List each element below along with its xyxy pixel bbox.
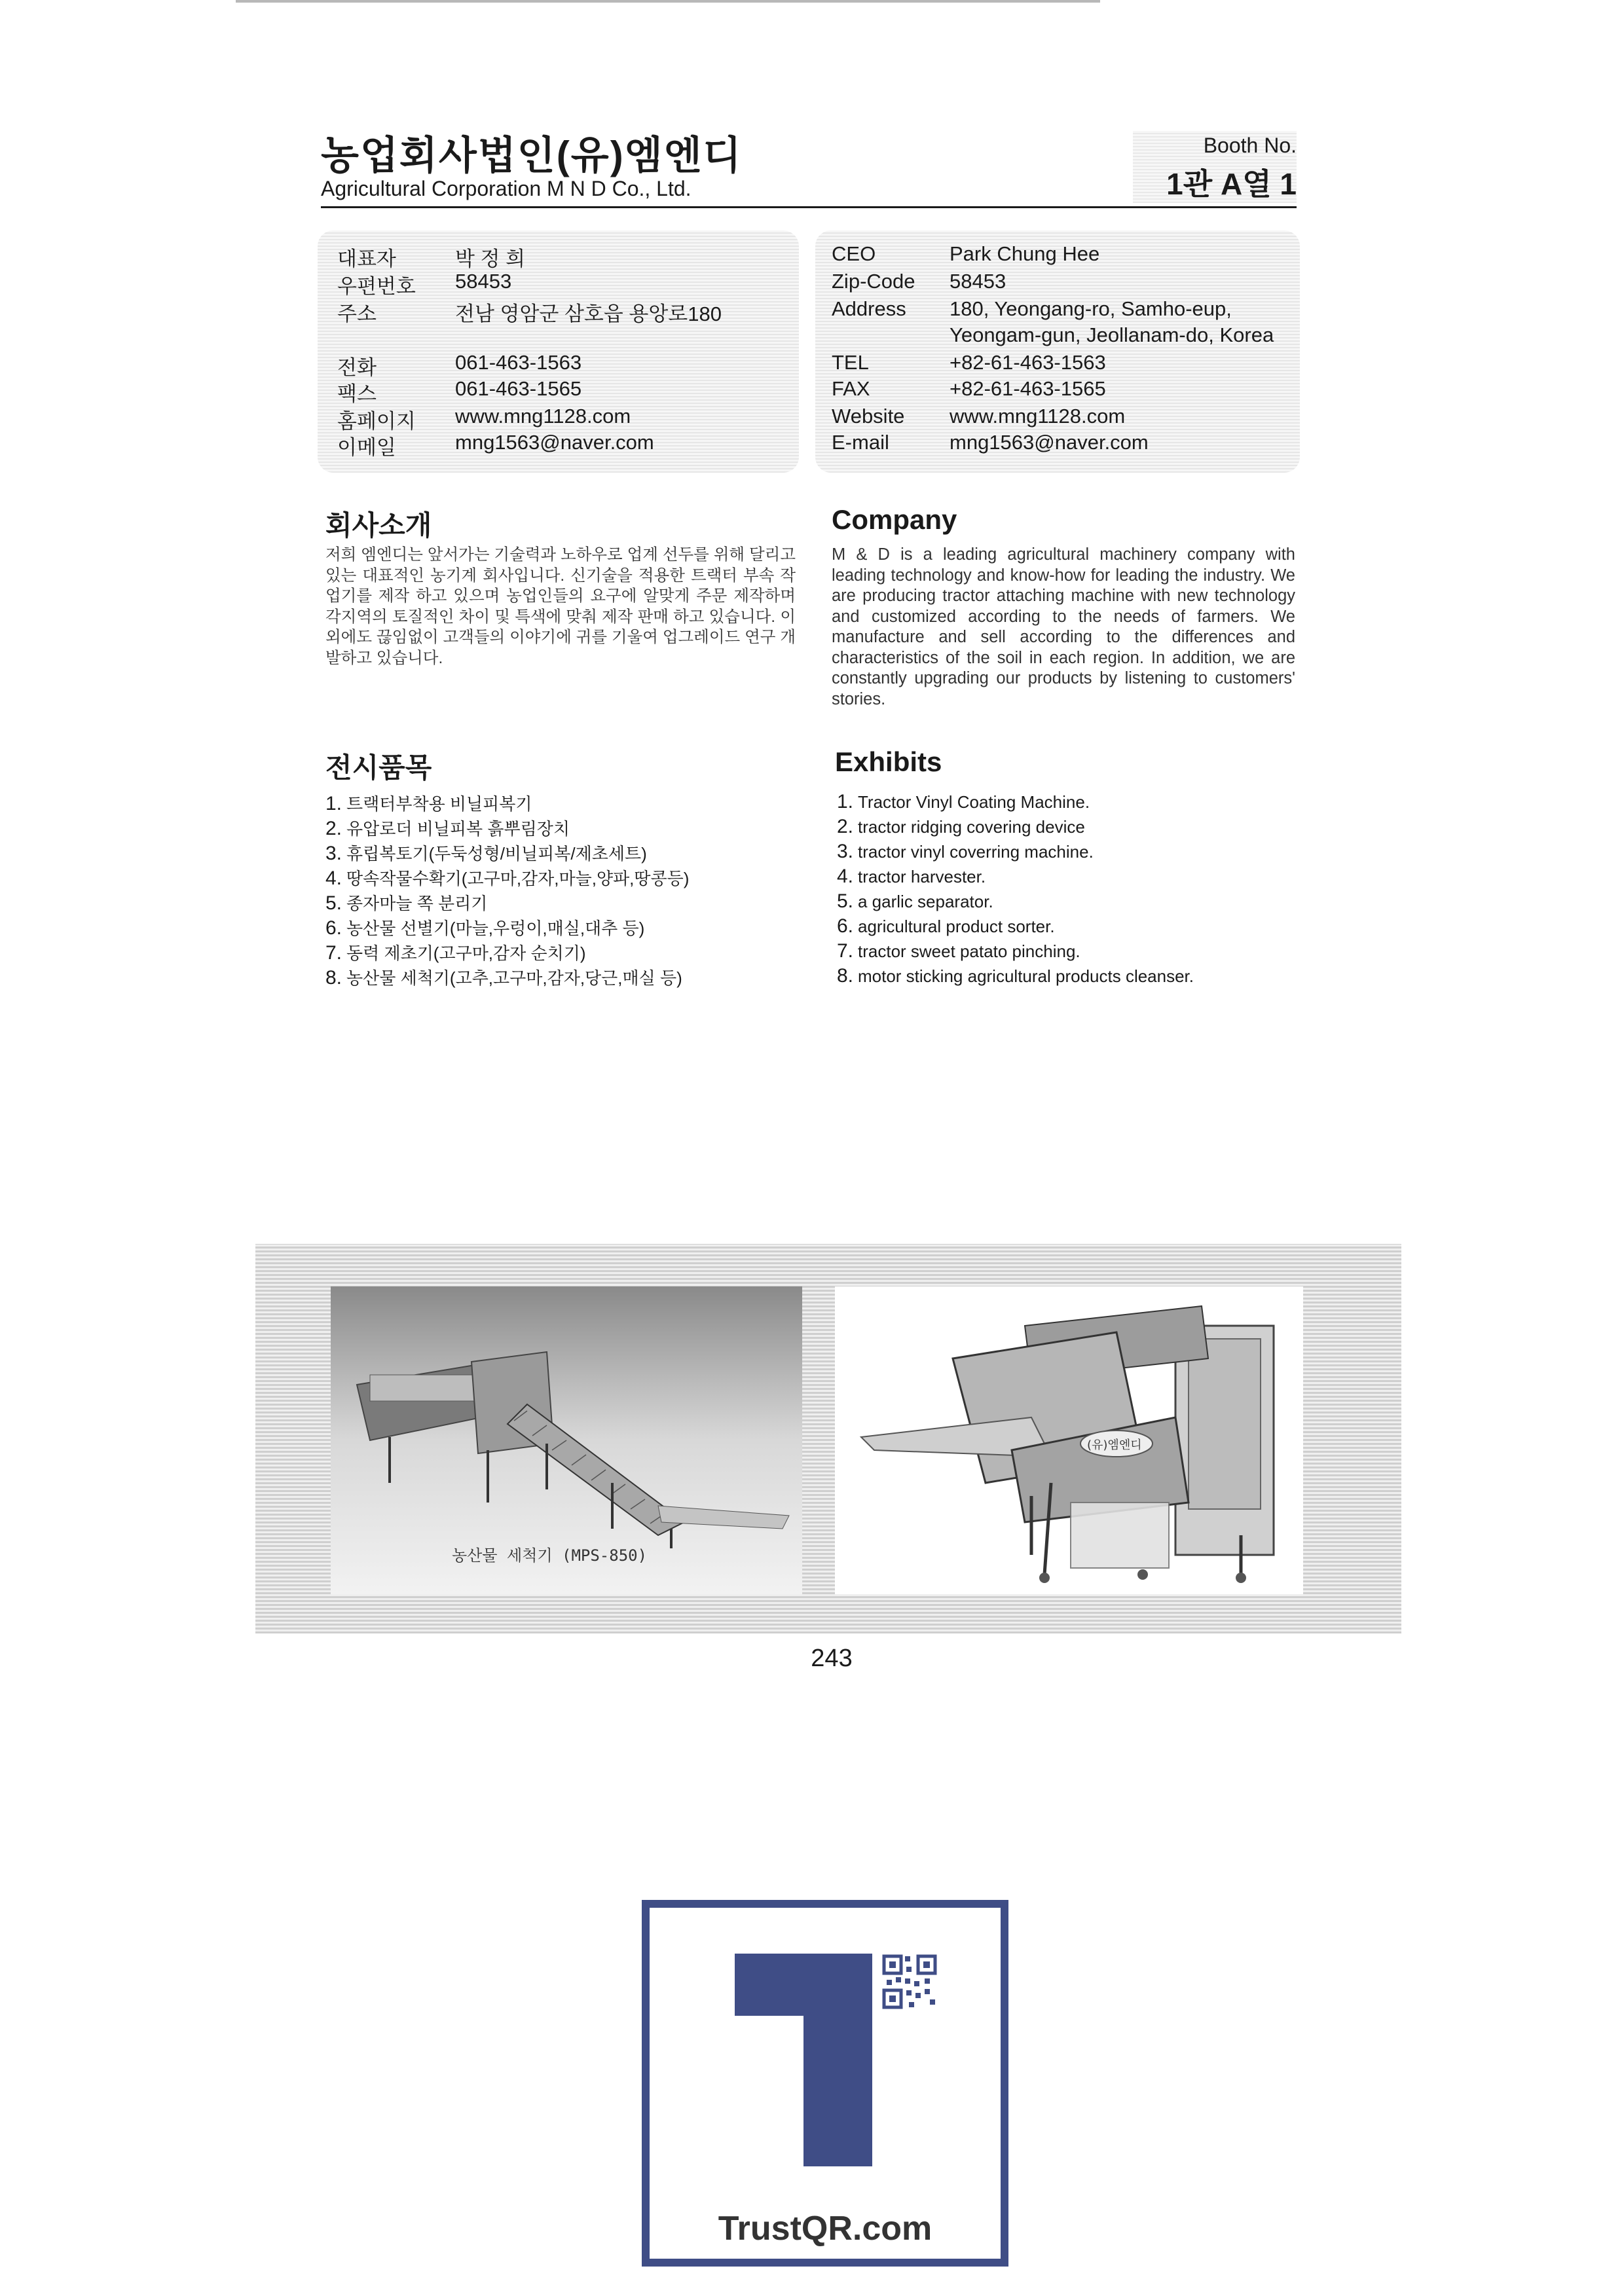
exhibits-title-english: Exhibits xyxy=(835,746,942,777)
info-label: TEL xyxy=(832,351,869,374)
list-item: 8. 농산물 세척기(고추,고구마,감자,당근,매실 등) xyxy=(325,967,682,989)
exhibit-item: 트랙터부착용 비닐피복기 xyxy=(346,794,532,814)
exhibit-item: tractor sweet patato pinching. xyxy=(858,941,1080,961)
info-label: E-mail xyxy=(832,431,889,454)
contact-card-english xyxy=(815,230,1300,473)
info-label: Address xyxy=(832,297,906,320)
list-item: 4. 땅속작물수확기(고구마,감자,마늘,양파,땅콩등) xyxy=(325,867,690,889)
website-link[interactable]: www.mng1128.com xyxy=(950,405,1126,428)
list-item: 7. tractor sweet patato pinching. xyxy=(837,940,1080,962)
exhibit-item: tractor harvester. xyxy=(858,867,986,886)
info-value: Park Chung Hee xyxy=(950,242,1100,265)
exhibit-item: 땅속작물수확기(고구마,감자,마늘,양파,땅콩등) xyxy=(346,869,690,888)
contact-card-korean xyxy=(318,230,799,473)
info-value: 58453 xyxy=(455,270,512,293)
trustqr-logo[interactable] xyxy=(642,1900,1008,2267)
info-label: 전화 xyxy=(337,356,377,379)
exhibit-item: motor sticking agricultural products cleanser. xyxy=(858,966,1194,986)
company-name-korean: 농업회사법인(유)엠엔디 xyxy=(321,134,743,177)
exhibit-item: 종자마늘 쪽 분리기 xyxy=(346,894,488,913)
exhibits-title-korean: 전시품목 xyxy=(325,752,432,783)
info-label: Website xyxy=(832,405,905,428)
info-value: 061-463-1565 xyxy=(455,377,582,400)
exhibit-item: 휴립복토기(두둑성형/비닐피복/제초세트) xyxy=(346,844,647,864)
intro-body-korean: 저희 엠엔디는 앞서가는 기술력과 노하우로 업계 선두를 위해 달리고 있는 대표적인 농기계 회사입니다. 신기술을 적용한 트랙터 부속 작업기를 제작 하고 있으며 농업인들의 요구에 알맞게 주문 제작하며 각지역의 토질적인 차이 및 특색에 맞춰 제작 판매 하고 있습니다. 이외에도 끊임없이 고객들의 이야기에 귀를 기울여 업그레이드 연구 개발하고 있습니다. xyxy=(325,546,796,667)
header-divider xyxy=(321,206,1297,208)
exhibit-item: Tractor Vinyl Coating Machine. xyxy=(858,792,1090,812)
info-label: Zip-Code xyxy=(832,270,915,293)
exhibits-list-english xyxy=(837,791,1194,990)
trustqr-text: TrustQR.com xyxy=(718,2210,932,2248)
exhibit-item: tractor ridging covering device xyxy=(858,817,1085,837)
sorter-machine-illustration xyxy=(835,1286,1303,1594)
intro-body-english: M & D is a leading agricultural machinery company with leading technology and know-how for leading the industry. We are producing tractor attaching machine with new technology and customized according to the needs of farmers. We manufacture and sell according to the differences and characteristics of the soil in each region. In addition, we are constantly upgrading our products by listening to customers' stories. xyxy=(832,545,1295,708)
product-photo-sorter xyxy=(835,1286,1303,1594)
info-value: 58453 xyxy=(950,270,1006,293)
exhibit-item: agricultural product sorter. xyxy=(858,917,1055,936)
info-value: +82-61-463-1565 xyxy=(950,377,1106,400)
info-label: FAX xyxy=(832,377,870,400)
list-item: 5. 종자마늘 쪽 분리기 xyxy=(325,892,488,914)
exhibit-item: 유압로더 비닐피복 흙뿌림장치 xyxy=(346,819,570,839)
email-link[interactable]: mng1563@naver.com xyxy=(950,431,1149,454)
info-value-continued: Yeongam-gun, Jeollanam-do, Korea xyxy=(950,323,1274,346)
list-item: 1. Tractor Vinyl Coating Machine. xyxy=(837,791,1090,812)
list-item: 1. 트랙터부착용 비닐피복기 xyxy=(325,793,532,814)
company-name-english: Agricultural Corporation M N D Co., Ltd. xyxy=(321,177,692,200)
exhibit-item: 농산물 세척기(고추,고구마,감자,당근,매실 등) xyxy=(346,968,682,988)
info-value: 박 정 희 xyxy=(455,247,526,270)
list-item: 4. tractor harvester. xyxy=(837,866,986,887)
list-item: 2. 유압로더 비닐피복 흙뿌림장치 xyxy=(325,818,570,839)
homepage-link[interactable]: www.mng1128.com xyxy=(455,405,631,428)
photo-caption: 농산물 세척기 (MPS-850) xyxy=(452,1546,648,1565)
header xyxy=(321,124,1297,203)
info-value: 061-463-1563 xyxy=(455,351,582,374)
list-item: 2. tractor ridging covering device xyxy=(837,816,1085,837)
list-item: 6. 농산물 선별기(마늘,우렁이,매실,대추 등) xyxy=(325,917,645,939)
list-item: 6. agricultural product sorter. xyxy=(837,915,1055,937)
info-label: CEO xyxy=(832,242,876,265)
info-value: 전남 영암군 삼호읍 용앙로180 xyxy=(455,302,722,325)
list-item: 5. a garlic separator. xyxy=(837,890,993,912)
booth-label: Booth No. xyxy=(1203,134,1297,157)
list-item: 3. 휴립복토기(두둑성형/비닐피복/제초세트) xyxy=(325,843,647,864)
info-value: +82-61-463-1563 xyxy=(950,351,1106,374)
intro-title-english: Company xyxy=(832,504,957,535)
info-label: 홈페이지 xyxy=(337,410,416,433)
page-number: 243 xyxy=(811,1645,853,1672)
trustqr-t-icon xyxy=(650,1908,1001,2259)
exhibits-list-korean xyxy=(325,791,689,990)
info-label: 대표자 xyxy=(337,247,396,270)
booth-box xyxy=(1133,131,1297,203)
email-link[interactable]: mng1563@naver.com xyxy=(455,431,654,454)
info-label: 팩스 xyxy=(337,382,377,405)
scan-top-line xyxy=(236,0,1100,3)
info-label: 주소 xyxy=(337,302,377,325)
qr-code-icon xyxy=(884,1956,935,2007)
intro-title-korean: 회사소개 xyxy=(325,510,432,541)
list-item: 8. motor sticking agricultural products cleanser. xyxy=(837,965,1194,987)
list-item: 3. tractor vinyl coverring machine. xyxy=(837,841,1094,862)
exhibit-item: a garlic separator. xyxy=(858,892,993,911)
list-item: 7. 동력 제초기(고구마,감자 순치기) xyxy=(325,942,586,964)
machine-label-text: (유)엠엔디 xyxy=(1087,1438,1142,1452)
info-label: 우편번호 xyxy=(337,275,416,298)
exhibit-item: tractor vinyl coverring machine. xyxy=(858,842,1094,862)
info-label: 이메일 xyxy=(337,436,396,459)
info-value: 180, Yeongang-ro, Samho-eup, xyxy=(950,297,1232,320)
booth-number: 1관 A열 1 xyxy=(1166,167,1297,201)
exhibit-item: 농산물 선별기(마늘,우렁이,매실,대추 등) xyxy=(346,919,645,938)
exhibit-item: 동력 제초기(고구마,감자 순치기) xyxy=(346,943,586,963)
